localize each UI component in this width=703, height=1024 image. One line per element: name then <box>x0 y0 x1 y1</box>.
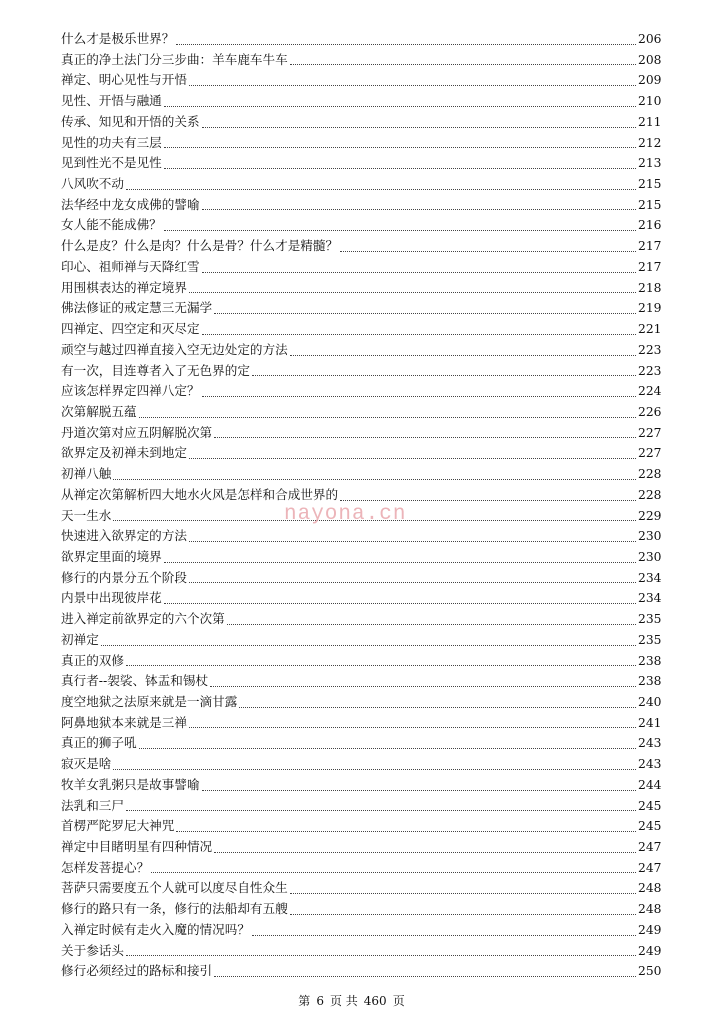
dot-leader <box>290 354 636 356</box>
dot-leader <box>202 333 636 335</box>
toc-entry-title: 修行必须经过的路标和接引 <box>61 963 213 979</box>
toc-entry-page-number: 223 <box>638 342 662 357</box>
dot-leader <box>126 664 636 666</box>
toc-entry-page-number: 211 <box>638 114 662 129</box>
toc-entry[interactable] <box>61 775 661 796</box>
toc-entry-page-number: 235 <box>638 612 662 627</box>
dot-leader <box>202 208 636 210</box>
toc-entry-page-number: 221 <box>638 322 662 337</box>
toc-entry-page-number: 215 <box>638 197 662 212</box>
dot-leader <box>290 913 636 915</box>
watermark: nayona.cn <box>284 503 407 526</box>
toc-entry-title: 什么是皮？什么是肉？什么是骨？什么才是精髓？ <box>61 238 339 254</box>
dot-leader <box>101 644 636 646</box>
toc-entry-title: 传承、知见和开悟的关系 <box>61 113 200 129</box>
dot-leader <box>214 312 636 314</box>
toc-entry-title: 见性的功夫有三层 <box>61 134 162 150</box>
toc-entry[interactable] <box>61 340 661 361</box>
toc-entry-title: 真行者--袈裟、钵盂和锡杖 <box>61 673 209 689</box>
toc-entry-page-number: 228 <box>638 467 662 482</box>
toc-entry[interactable] <box>61 464 661 485</box>
toc-entry[interactable] <box>61 878 661 899</box>
dot-leader <box>113 768 636 770</box>
toc-entry-page-number: 250 <box>638 964 662 979</box>
toc-entry-page-number: 248 <box>638 902 662 917</box>
toc-entry-page-number: 226 <box>638 404 662 419</box>
toc-entry-title: 首楞严陀罗尼大神咒 <box>61 818 175 834</box>
toc-entry[interactable] <box>61 837 661 858</box>
toc-entry-title: 初禅八触 <box>61 466 112 482</box>
toc-entry-title: 应该怎样界定四禅八定？ <box>61 383 200 399</box>
toc-entry-title: 佛法修证的戒定慧三无漏学 <box>61 300 213 316</box>
toc-entry-page-number: 213 <box>638 156 662 171</box>
toc-entry-page-number: 243 <box>638 736 662 751</box>
toc-entry-title: 丹道次第对应五阴解脱次第 <box>61 424 213 440</box>
footer-total-pages: 460 <box>363 994 387 1008</box>
dot-leader <box>164 229 636 231</box>
toc-entry[interactable] <box>61 754 661 775</box>
toc-entry[interactable] <box>61 215 661 236</box>
dot-leader <box>126 188 636 190</box>
dot-leader <box>202 126 636 128</box>
toc-entry-page-number: 248 <box>638 881 662 896</box>
toc-entry-page-number: 249 <box>638 922 662 937</box>
toc-entry[interactable] <box>61 858 661 879</box>
toc-entry-page-number: 247 <box>638 860 662 875</box>
dot-leader <box>189 457 636 459</box>
toc-entry-page-number: 209 <box>638 73 662 88</box>
toc-entry-page-number: 217 <box>638 239 662 254</box>
toc-entry-title: 真正的狮子吼 <box>61 735 137 751</box>
toc-entry-title: 牧羊女乳粥只是故事譬喻 <box>61 776 200 792</box>
dot-leader <box>164 146 636 148</box>
toc-entry[interactable] <box>61 319 661 340</box>
toc-entry[interactable] <box>61 298 661 319</box>
toc-entry-page-number: 216 <box>638 218 662 233</box>
toc-entry[interactable] <box>61 733 661 754</box>
toc-entry-title: 内景中出现彼岸花 <box>61 590 162 606</box>
dot-leader <box>252 374 636 376</box>
toc-entry-title: 法乳和三尸 <box>61 797 124 813</box>
toc-entry[interactable] <box>61 153 661 174</box>
toc-entry-page-number: 208 <box>638 52 662 67</box>
footer-prefix: 第 <box>298 994 311 1008</box>
toc-entry-page-number: 240 <box>638 695 662 709</box>
footer-suffix: 页 <box>392 994 405 1008</box>
page-footer <box>0 992 703 1009</box>
dot-leader <box>164 602 636 604</box>
toc-entry-title: 入禅定时候有走火入魔的情况吗？ <box>61 921 250 937</box>
toc-entry-title: 度空地狱之法原来就是一滴甘露 <box>61 694 238 709</box>
toc-entry[interactable] <box>61 257 661 278</box>
toc-entry-title: 阿鼻地狱本来就是三禅 <box>61 714 187 730</box>
toc-entry[interactable] <box>61 941 661 962</box>
dot-leader <box>340 250 636 252</box>
toc-entry-page-number: 238 <box>638 653 662 668</box>
toc-entry-title: 修行的内景分五个阶段 <box>61 569 187 585</box>
dot-leader <box>126 809 636 811</box>
toc-entry[interactable] <box>61 796 661 817</box>
toc-entry[interactable] <box>61 133 661 154</box>
toc-entry-page-number: 230 <box>638 549 662 564</box>
dot-leader <box>139 416 636 418</box>
dot-leader <box>202 271 636 273</box>
dot-leader <box>164 561 636 563</box>
dot-leader <box>290 63 636 65</box>
dot-leader <box>113 478 636 480</box>
toc-entry-title: 怎样发菩提心？ <box>61 859 150 875</box>
dot-leader <box>227 623 636 625</box>
toc-entry-title: 印心、祖师禅与天降红雪 <box>61 258 200 274</box>
toc-entry[interactable] <box>61 568 661 589</box>
toc-entry-page-number: 234 <box>638 591 662 606</box>
toc-entry[interactable] <box>61 278 661 299</box>
toc-entry-page-number: 210 <box>638 94 662 109</box>
footer-current-page: 6 <box>316 994 324 1008</box>
dot-leader <box>189 540 636 542</box>
toc-entry-title: 禅定中目睹明星有四种情况 <box>61 839 213 855</box>
dot-leader <box>164 167 636 169</box>
toc-entry-title: 初禅定 <box>61 631 99 647</box>
toc-entry[interactable] <box>61 692 661 713</box>
toc-entry-title: 用围棋表达的禅定境界 <box>61 279 187 295</box>
toc-entry-page-number: 241 <box>638 715 662 730</box>
toc-entry-title: 女人能不能成佛？ <box>61 217 162 233</box>
toc-entry[interactable] <box>61 402 661 423</box>
dot-leader <box>189 84 636 86</box>
toc-entry-title: 从禅定次第解析四大地水火风是怎样和合成世界的 <box>61 486 339 502</box>
dot-leader <box>239 706 636 708</box>
toc-entry-page-number: 215 <box>638 177 662 192</box>
toc-entry-page-number: 219 <box>638 301 662 316</box>
toc-entry-page-number: 227 <box>638 425 662 440</box>
toc-entry-page-number: 228 <box>638 487 662 502</box>
toc-entry-page-number: 234 <box>638 570 662 585</box>
toc-entry[interactable] <box>61 816 661 837</box>
toc-entry[interactable] <box>61 50 661 71</box>
toc-entry-page-number: 227 <box>638 446 662 461</box>
toc-entry[interactable] <box>61 423 661 444</box>
dot-leader <box>202 789 636 791</box>
toc-entry-title: 见性、开悟与融通 <box>61 93 162 109</box>
toc-entry-title: 真正的双修 <box>61 652 124 668</box>
toc-entry-page-number: 238 <box>638 674 662 689</box>
toc-entry-title: 有一次，目连尊者入了无色界的定 <box>61 362 250 378</box>
toc-entry-page-number: 235 <box>638 632 662 647</box>
dot-leader <box>176 43 636 45</box>
toc-entry-title: 欲界定及初禅未到地定 <box>61 445 187 461</box>
toc-entry[interactable] <box>61 961 661 982</box>
toc-entry-page-number: 212 <box>638 135 662 150</box>
toc-entry[interactable] <box>61 713 661 734</box>
toc-entry[interactable] <box>61 651 661 672</box>
toc-entry-page-number: 249 <box>638 943 662 958</box>
dot-leader <box>164 105 636 107</box>
toc-entry-page-number: 230 <box>638 529 662 544</box>
dot-leader <box>189 581 636 583</box>
toc-entry[interactable] <box>61 361 661 382</box>
footer-middle: 页 共 <box>329 994 358 1008</box>
toc-entry-title: 寂灭是啥 <box>61 756 112 772</box>
dot-leader <box>290 892 636 894</box>
toc-entry-title: 次第解脱五蕴 <box>61 403 137 419</box>
dot-leader <box>151 871 636 873</box>
toc-entry[interactable] <box>61 70 661 91</box>
toc-entry[interactable] <box>61 381 661 402</box>
toc-entry-page-number: 224 <box>638 384 662 399</box>
toc-entry-title: 关于参话头 <box>61 942 124 958</box>
toc-entry-page-number: 206 <box>638 32 662 46</box>
dot-leader <box>214 436 636 438</box>
dot-leader <box>202 395 636 397</box>
toc-entry[interactable] <box>61 174 661 195</box>
toc-entry-title: 法华经中龙女成佛的譬喻 <box>61 196 200 212</box>
toc-entry-title: 四禅定、四空定和灭尽定 <box>61 321 200 337</box>
toc-entry-title: 禅定、明心见性与开悟 <box>61 72 187 88</box>
toc-entry-page-number: 217 <box>638 259 662 274</box>
toc-entry[interactable] <box>61 443 661 464</box>
toc-entry[interactable] <box>61 236 661 257</box>
dot-leader <box>176 830 636 832</box>
toc-entry[interactable] <box>61 899 661 920</box>
toc-entry[interactable] <box>61 547 661 568</box>
toc-entry[interactable] <box>61 29 661 50</box>
toc-entry-title: 顽空与越过四禅直接入空无边处定的方法 <box>61 341 288 357</box>
dot-leader <box>139 747 636 749</box>
toc-entry-page-number: 245 <box>638 798 662 813</box>
dot-leader <box>189 291 636 293</box>
dot-leader <box>126 954 636 956</box>
dot-leader <box>252 934 636 936</box>
toc-entry[interactable] <box>61 91 661 112</box>
toc-entry-title: 天一生水 <box>61 507 112 523</box>
toc-entry-page-number: 247 <box>638 840 662 855</box>
dot-leader <box>210 685 636 687</box>
dot-leader <box>189 726 636 728</box>
toc-entry[interactable] <box>61 195 661 216</box>
toc-entry-title: 菩萨只需要度五个人就可以度尽自性众生 <box>61 880 288 896</box>
toc-entry-title: 真正的净土法门分三步曲：羊车鹿车牛车 <box>61 51 288 67</box>
dot-leader <box>214 975 636 977</box>
toc-entry-page-number: 223 <box>638 363 662 378</box>
toc-entry[interactable] <box>61 526 661 547</box>
toc-entry[interactable] <box>61 609 661 630</box>
toc-entry-title: 欲界定里面的境界 <box>61 548 162 564</box>
toc-entry[interactable] <box>61 588 661 609</box>
toc-entry-page-number: 218 <box>638 280 662 295</box>
toc-entry-title: 修行的路只有一条，修行的法船却有五艘 <box>61 901 288 917</box>
toc-entry[interactable] <box>61 920 661 941</box>
toc-entry-title: 什么才是极乐世界？ <box>61 31 175 46</box>
toc-entry[interactable] <box>61 630 661 651</box>
toc-entry-page-number: 244 <box>638 777 662 792</box>
dot-leader <box>214 851 636 853</box>
toc-entry[interactable] <box>61 671 661 692</box>
dot-leader <box>340 499 636 501</box>
toc-entry-title: 见到性光不是见性 <box>61 155 162 171</box>
toc-entry-title: 八风吹不动 <box>61 176 124 192</box>
toc-entry-page-number: 229 <box>638 508 662 523</box>
toc-entry[interactable] <box>61 112 661 133</box>
toc-entry-title: 进入禅定前欲界定的六个次第 <box>61 611 225 627</box>
toc-entry-page-number: 245 <box>638 819 662 834</box>
toc-entry-title: 快速进入欲界定的方法 <box>61 528 187 544</box>
toc-entry-page-number: 243 <box>638 757 662 772</box>
